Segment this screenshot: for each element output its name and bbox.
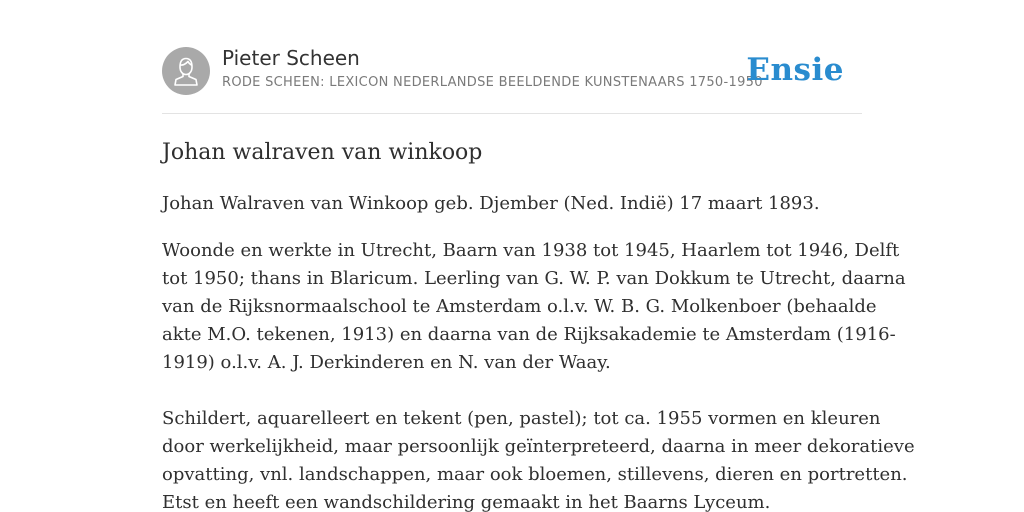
text-line: akte M.O. tekenen, 1913) en daarna van de Rijksakademie te Amsterdam (1916-	[162, 324, 896, 345]
brand-logo[interactable]: Ensie	[746, 52, 844, 88]
article-header	[162, 46, 862, 96]
text-line: Johan Walraven van Winkoop geb. Djember (Ned. Indië) 17 maart 1893.	[162, 193, 820, 214]
text-line: opvatting, vnl. landschappen, maar ook bloemen, stillevens, dieren en portretten.	[162, 464, 908, 485]
text-line: Etst en heeft een wandschildering gemaakt in het Baarns Lyceum.	[162, 492, 771, 512]
text-line: door werkelijkheid, maar persoonlijk geïnterpreteerd, daarna in meer dekoratieve	[162, 436, 915, 457]
author-name[interactable]: Pieter Scheen	[222, 46, 360, 70]
source-title[interactable]: RODE SCHEEN: LEXICON NEDERLANDSE BEELDENDE KUNSTENAARS 1750-1950	[222, 75, 763, 90]
user-avatar-icon[interactable]	[162, 47, 210, 95]
text-line: 1919) o.l.v. A. J. Derkinderen en N. van der Waay.	[162, 352, 611, 373]
article-paragraph-3	[162, 405, 915, 512]
text-line: van de Rijksnormaalschool te Amsterdam o.l.v. W. B. G. Molkenboer (behaalde	[162, 296, 877, 317]
article-body	[162, 190, 915, 512]
article-paragraph-2	[162, 237, 906, 377]
article-title: Johan walraven van winkoop	[162, 140, 483, 165]
header-divider	[162, 113, 862, 114]
text-line: tot 1950; thans in Blaricum. Leerling van G. W. P. van Dokkum te Utrecht, daarna	[162, 268, 906, 289]
text-line: Woonde en werkte in Utrecht, Baarn van 1938 tot 1945, Haarlem tot 1946, Delft	[162, 240, 900, 261]
text-line: Schildert, aquarelleert en tekent (pen, pastel); tot ca. 1955 vormen en kleuren	[162, 408, 881, 429]
article-paragraph-1	[162, 190, 862, 218]
